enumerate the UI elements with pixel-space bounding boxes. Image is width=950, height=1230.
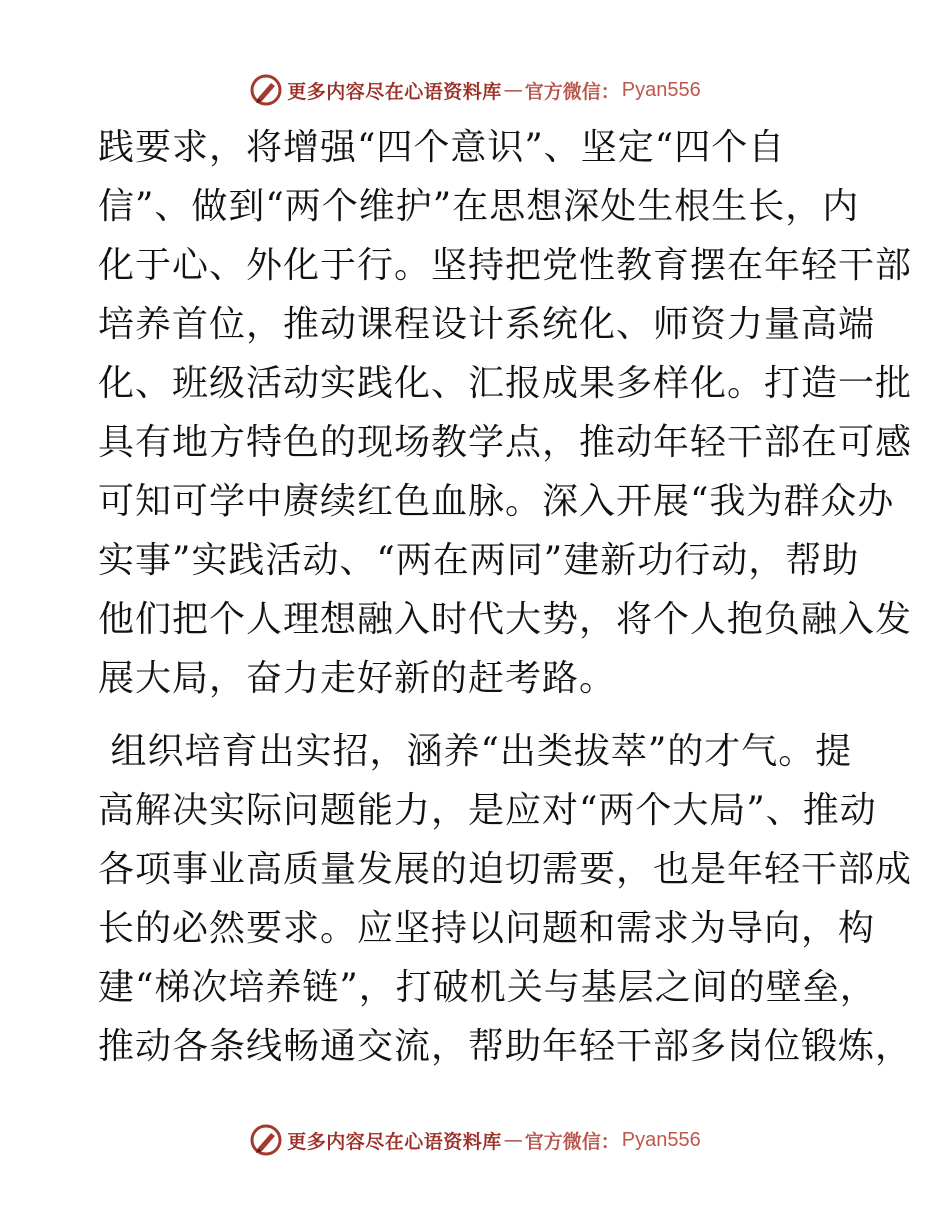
text-line: 可知可学中赓续红色血脉。深入开展“我为群众办 (98, 481, 895, 522)
text-line: 具有地方特色的现场教学点，推动年轻干部在可感 (98, 422, 913, 463)
text-line: 培养首位，推动课程设计系统化、师资力量高端 (98, 304, 876, 345)
header-banner (0, 72, 950, 108)
text-line: 高解决实际问题能力，是应对“两个大局”、推动 (98, 790, 877, 831)
text-line: 各项事业高质量发展的迫切需要，也是年轻干部成 (98, 849, 913, 890)
header-wechat-id: Pyan556 (621, 78, 701, 101)
text-line: 信”、做到“两个维护”在思想深处生根生长，内 (98, 186, 860, 227)
text-line: 展大局，奋力走好新的赶考路。 (98, 658, 617, 699)
text-line: 实事”实践活动、“两在两同”建新功行动，帮助 (98, 540, 860, 581)
pen-logo-icon (249, 1123, 283, 1157)
header-wechat-label: 官方微信： (524, 80, 620, 103)
text-line: 长的必然要求。应坚持以问题和需求为导向，构 (98, 908, 876, 949)
header-dash: — (503, 79, 523, 101)
footer-banner (0, 1122, 950, 1158)
paragraph-spacer (98, 708, 858, 722)
footer-wechat-label: 官方微信： (524, 1130, 620, 1153)
footer-dash: — (503, 1129, 523, 1151)
text-line: 践要求，将增强“四个意识”、坚定“四个自 (98, 127, 786, 168)
footer-wechat-id: Pyan556 (621, 1128, 701, 1151)
text-line: 化、班级活动实践化、汇报成果多样化。打造一批 (98, 363, 913, 404)
pen-logo-icon (249, 73, 283, 107)
paragraph-1 (98, 118, 913, 708)
text-line: 组织培育出实招，涵养“出类拔萃”的才气。提 (98, 731, 853, 772)
text-line: 建“梯次培养链”，打破机关与基层之间的壁垒， (98, 967, 877, 1008)
text-line: 化于心、外化于行。坚持把党性教育摆在年轻干部 (98, 245, 913, 286)
header-site-name: 更多内容尽在心语资料库 (287, 80, 502, 103)
text-line: 他们把个人理想融入时代大势，将个人抱负融入发 (98, 599, 913, 640)
paragraph-2 (98, 722, 913, 1076)
text-line: 推动各条线畅通交流，帮助年轻干部多岗位锻炼， (98, 1026, 913, 1067)
footer-site-name: 更多内容尽在心语资料库 (287, 1130, 502, 1153)
document-body (98, 118, 913, 1076)
